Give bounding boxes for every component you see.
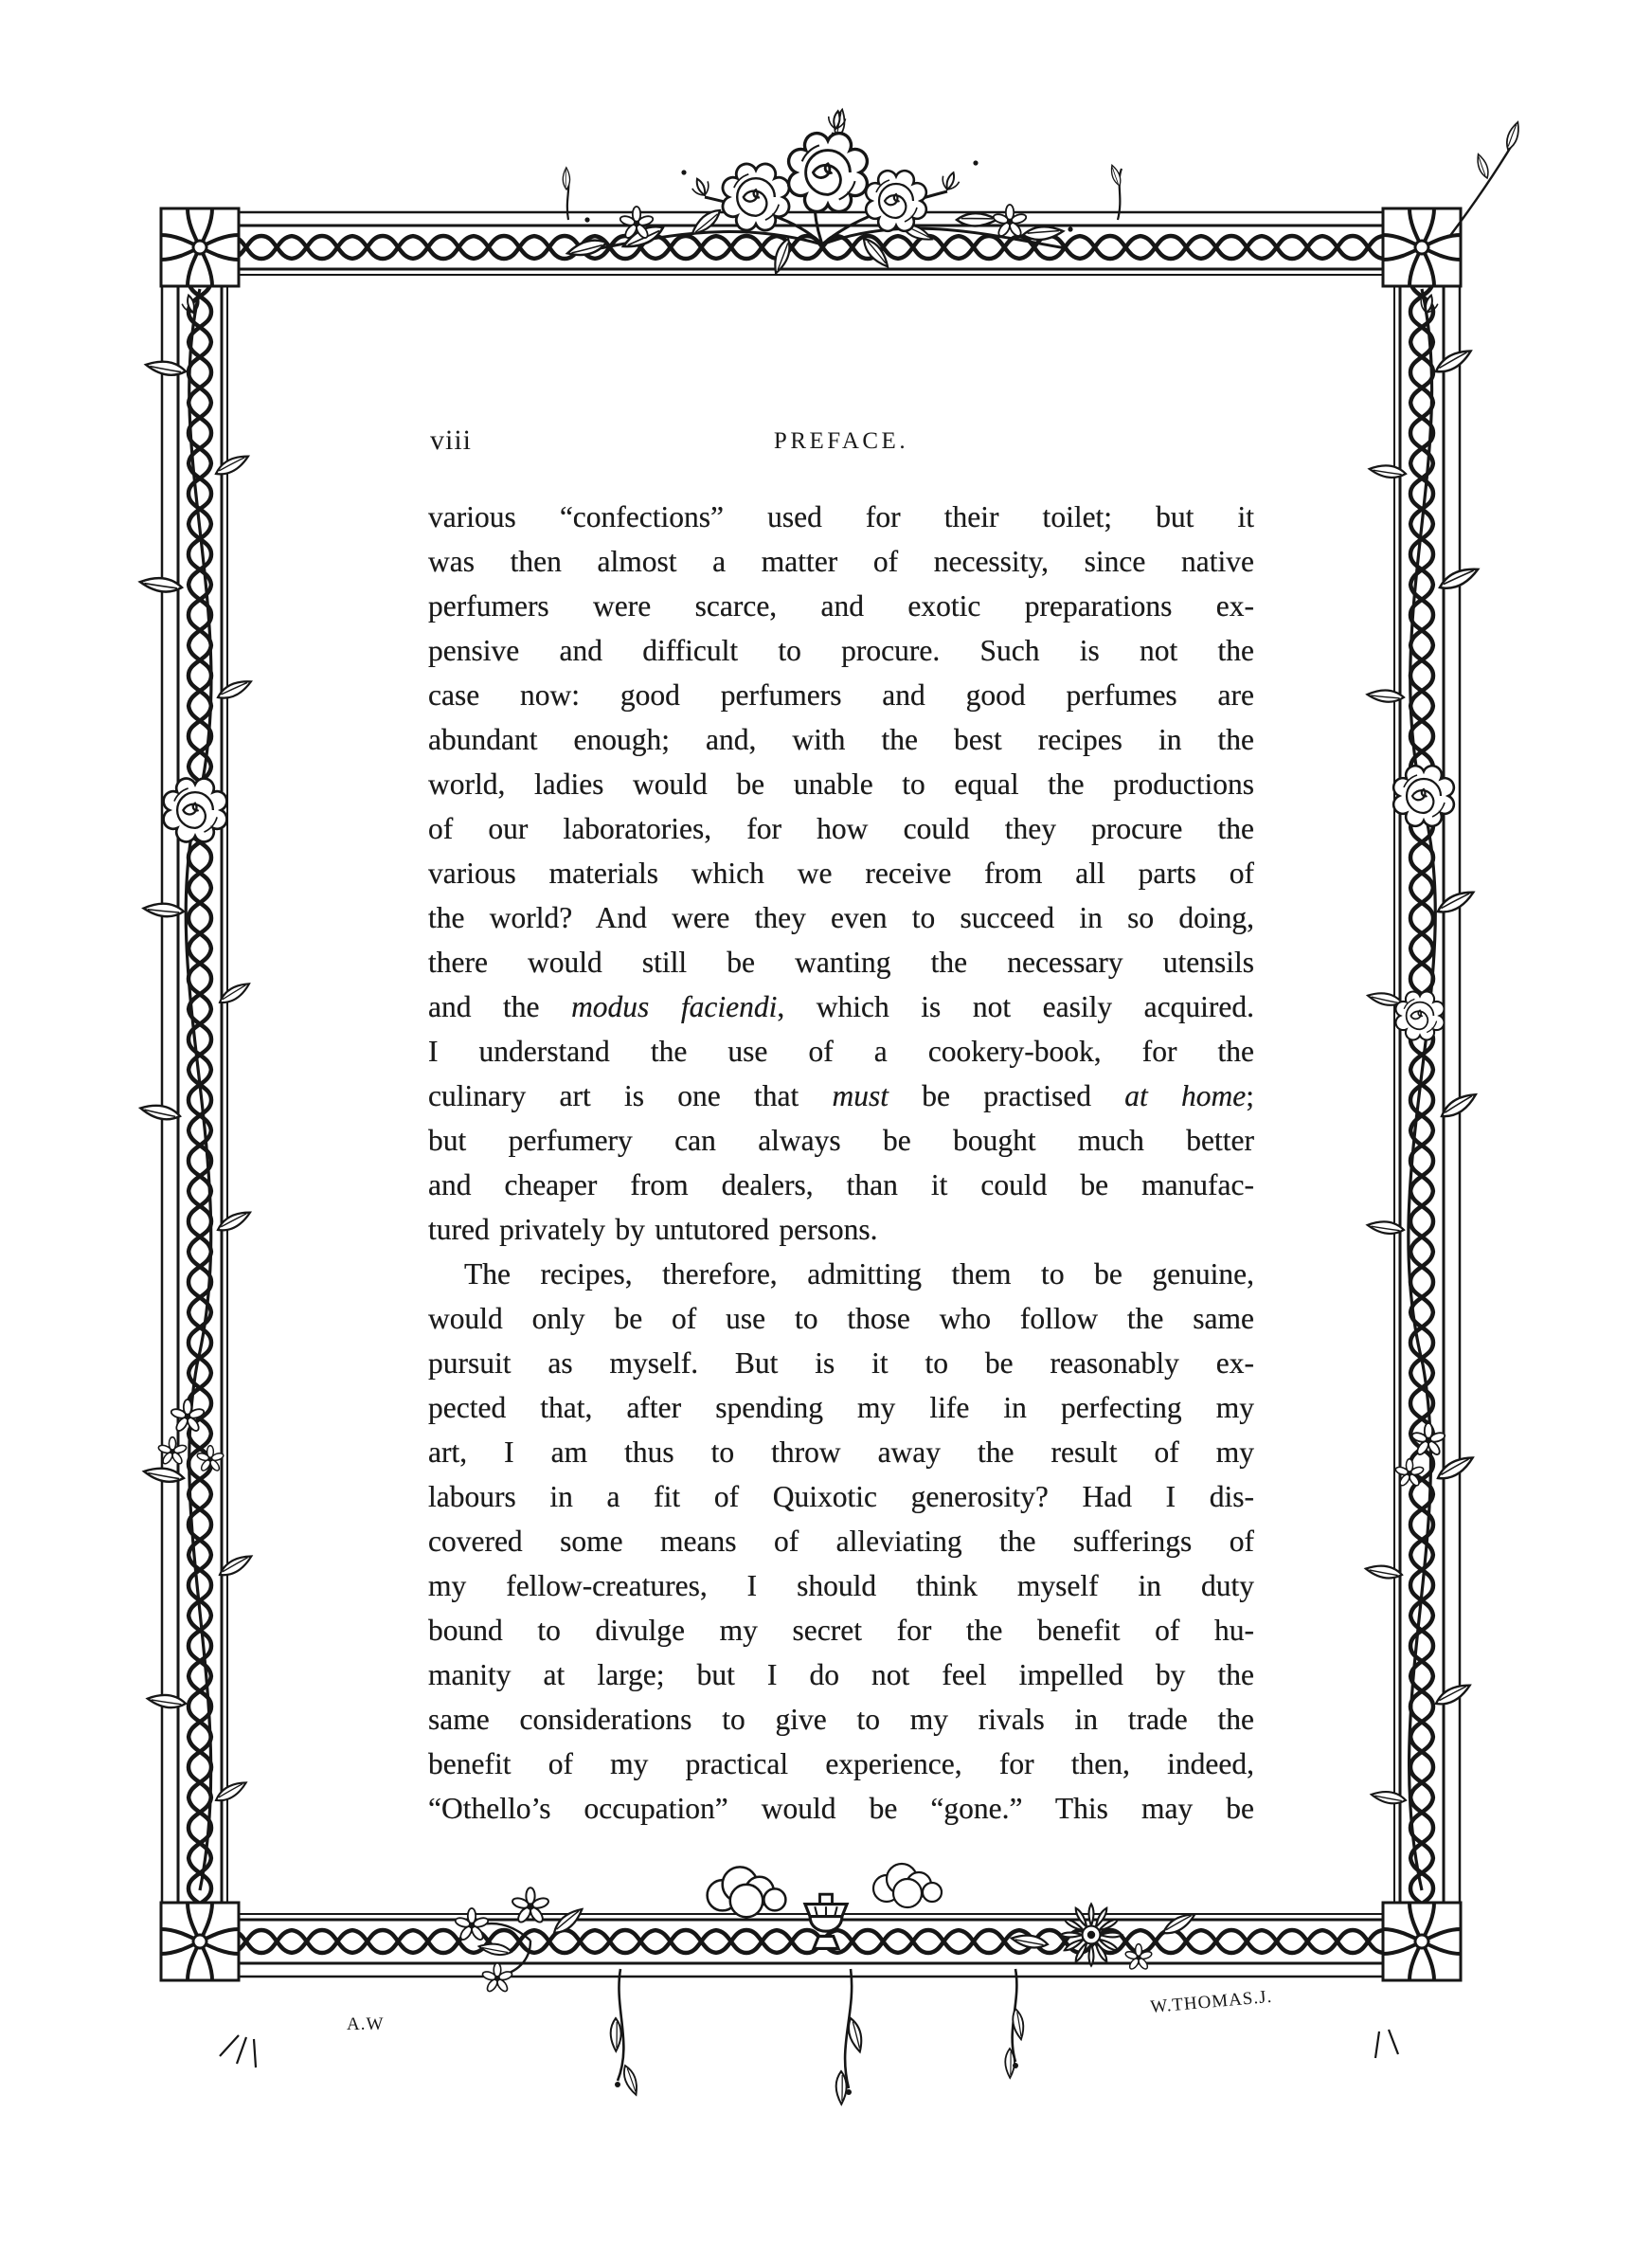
running-header — [428, 423, 1254, 459]
text-line: the world? And were they even to succeed in so doing, — [428, 901, 1254, 934]
corner-knot-icon — [161, 208, 239, 286]
text-line: art, I am thus to throw away the result of my — [428, 1435, 1254, 1469]
text-line: pected that, after spending my life in perfecting my — [428, 1391, 1254, 1424]
text-line: manity at large; but I do not feel impelled by the — [428, 1658, 1254, 1691]
text-line: same considerations to give to my rivals in trade the — [428, 1703, 1254, 1736]
text-line: various “confections” used for their toilet; but it — [428, 500, 1254, 533]
text-line: of our laboratories, for how could they procure the — [428, 812, 1254, 845]
text-block — [428, 423, 1254, 1831]
page-number: viii — [430, 424, 473, 456]
text-line: benefit of my practical experience, for then, indeed, — [428, 1747, 1254, 1780]
text-line: abundant enough; and, with the best recipes in the — [428, 723, 1254, 756]
text-line: culinary art is one that must be practised at home; — [428, 1079, 1254, 1112]
text-line: tured privately by untutored persons. — [428, 1213, 878, 1246]
text-line: and cheaper from dealers, than it could be manufac- — [428, 1168, 1254, 1201]
rose-icon — [723, 164, 789, 230]
engraver-signature-right: W.THOMAS.J. — [1149, 1986, 1274, 2017]
text-line: perfumers were scarce, and exotic preparations ex- — [428, 589, 1254, 623]
text-line: labours in a fit of Quixotic generosity? Had I dis- — [428, 1480, 1254, 1513]
corner-knot-icon — [161, 1903, 239, 1980]
text-line: my fellow-creatures, I should think myself in duty — [428, 1569, 1254, 1602]
engraver-signature-left: A.W — [347, 2014, 385, 2034]
rose-icon — [789, 134, 868, 212]
bottom-ornaments — [220, 1864, 1398, 2104]
text-line: world, ladies would be unable to equal the productions — [428, 767, 1254, 801]
smoke-cloud-icon — [873, 1864, 942, 1907]
text-line: and the modus faciendi, which is not easily acquired. — [428, 990, 1254, 1023]
paragraph — [428, 495, 1254, 1252]
corner-knot-icon — [1383, 208, 1461, 286]
text-line: The recipes, therefore, admitting them to be genuine, — [464, 1257, 1254, 1291]
text-line: bound to divulge my secret for the benefit of hu- — [428, 1614, 1254, 1647]
text-line: various materials which we receive from all parts of — [428, 857, 1254, 890]
text-line: “Othello’s occupation” would be “gone.” This may be — [428, 1792, 1254, 1825]
corner-knot-icon — [1383, 1903, 1461, 1980]
body-text — [428, 495, 1254, 1831]
text-line: was then almost a matter of necessity, since native — [428, 545, 1254, 578]
smoke-cloud-icon — [708, 1867, 786, 1917]
text-line: pensive and difficult to procure. Such is not the — [428, 634, 1254, 667]
text-line: I understand the use of a cookery-book, for the — [428, 1035, 1254, 1068]
page-title: PREFACE. — [773, 428, 909, 454]
text-line: covered some means of alleviating the sufferings of — [428, 1525, 1254, 1558]
text-line: pursuit as myself. But is it to be reasonably ex- — [428, 1346, 1254, 1380]
text-line: but perfumery can always be bought much better — [428, 1124, 1254, 1157]
text-line: there would still be wanting the necessary utensils — [428, 946, 1254, 979]
text-line: would only be of use to those who follow the same — [428, 1302, 1254, 1335]
paragraph — [428, 1252, 1254, 1831]
text-line: case now: good perfumers and good perfumes are — [428, 678, 1254, 712]
